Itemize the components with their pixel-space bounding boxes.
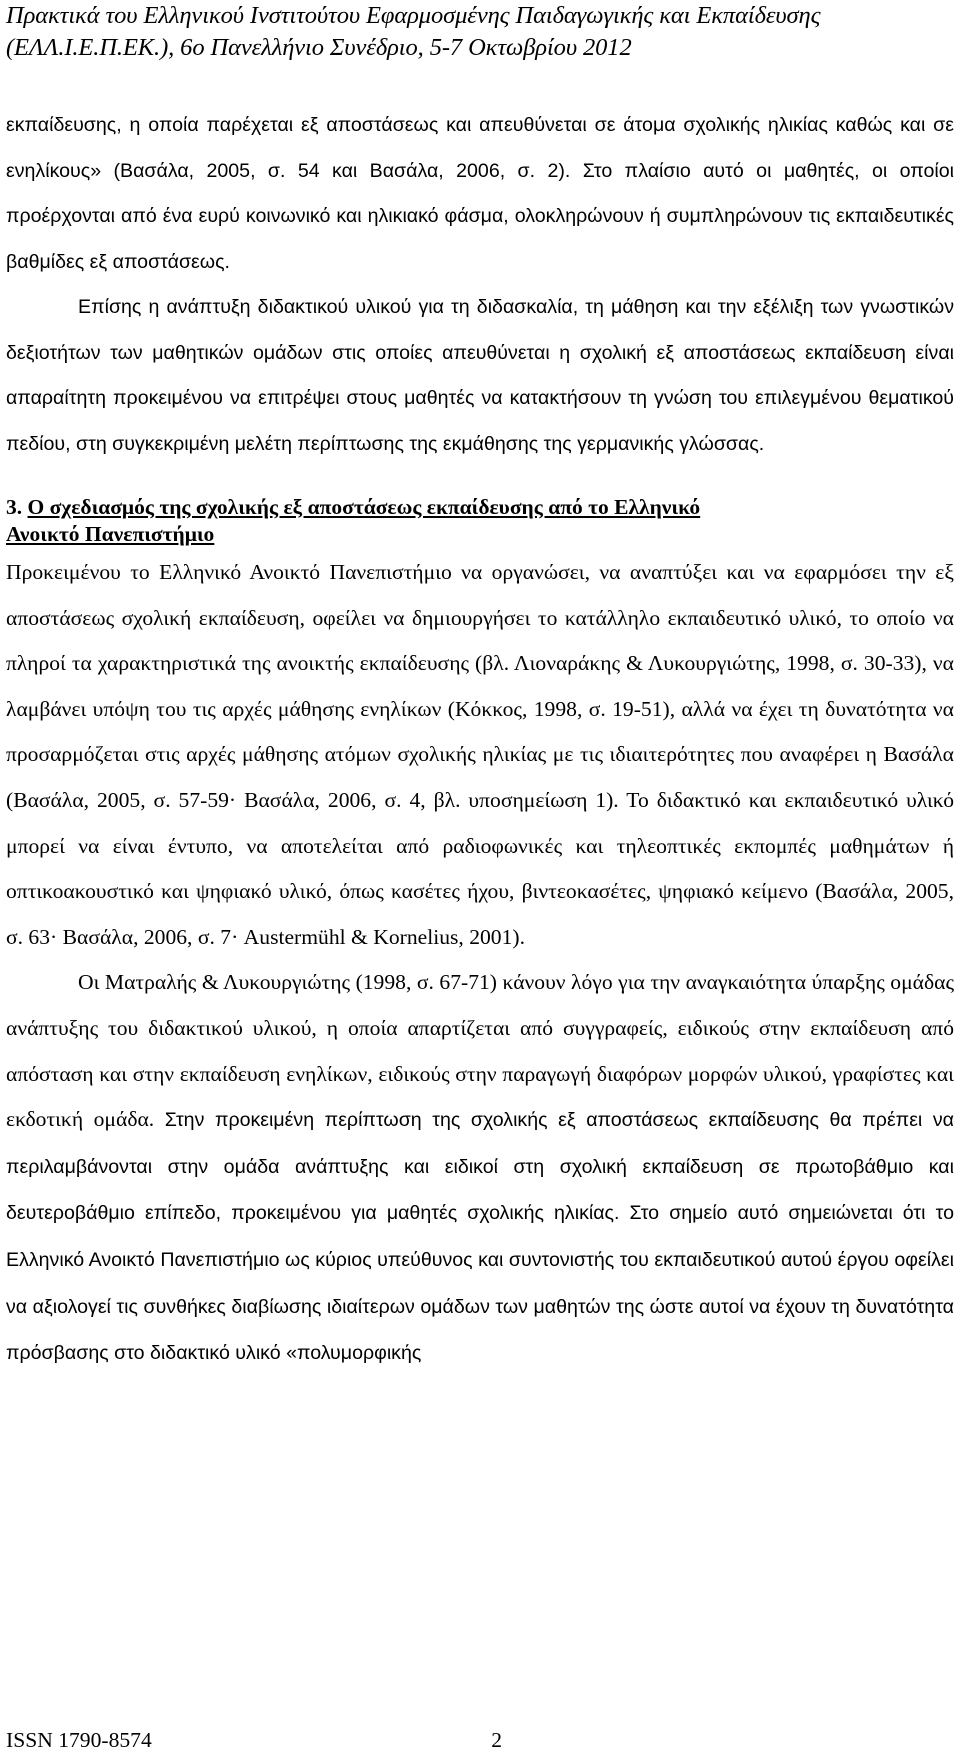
- section-heading: [6, 494, 954, 548]
- paragraph-4: [6, 960, 954, 1376]
- issn-label: ISSN 1790-8574: [6, 1728, 152, 1752]
- running-header: [6, 0, 954, 64]
- paragraph-1: εκπαίδευσης, η οποία παρέχεται εξ αποστάσεως και απευθύνεται σε άτομα σχολικής ηλικίας καθώς και σε ενηλίκους» (Βασάλα, 2005, σ. 54 και Βασάλα, 2006, σ. 2). Στο πλαίσιο αυτό οι μαθητές, οι οποίοι προέρχονται από ένα ευρύ κοινωνικό και ηλικιακό φάσμα, ολοκληρώνουν ή συμπληρώνουν τις εκπαιδευτικές βαθμίδες εξ αποστάσεως.: [6, 114, 954, 273]
- section-title-line-2: Ανοικτό Πανεπιστήμιο: [6, 522, 215, 546]
- paragraph-2: Επίσης η ανάπτυξη διδακτικού υλικού για τη διδασκαλία, τη μάθηση και την εξέλιξη των γνωστικών δεξιοτήτων των μαθητικών ομάδων στις οποίες απευθύνεται η σχολική εξ αποστάσεως εκπαίδευση είναι απαραίτητη προκειμένου να επιτρέψει στους μαθητές να κατακτήσουν τη γνώση του επιλεγμένου θεματικού πεδίου, στη συγκεκριμένη μελέτη περίπτωσης της εκμάθησης της γερμανικής γλώσσας.: [6, 296, 954, 455]
- section-title-line-1: Ο σχεδιασμός της σχολικής εξ αποστάσεως εκπαίδευσης από το Ελληνικό: [27, 495, 701, 519]
- paragraph-3: Προκειμένου το Ελληνικό Ανοικτό Πανεπιστήμιο να οργανώσει, να αναπτύξει και να εφαρμόσει την εξ αποστάσεως σχολική εκπαίδευση, οφείλει να δημιουργήσει το κατάλληλο εκπαιδευτικό υλικό, το οποίο να πληροί τα χαρακτηριστικά της ανοικτής εκπαίδευσης (βλ. Λιοναράκης & Λυκουργιώτης, 1998, σ. 30-33), να λαμβάνει υπόψη του τις αρχές μάθησης ενηλίκων (Κόκκος, 1998, σ. 19-51), αλλά να έχει τη δυνατότητα να προσαρμόζεται στις αρχές μάθησης ατόμων σχολικής ηλικίας με τις ιδιαιτερότητες που αναφέρει η Βασάλα (Βασάλα, 2005, σ. 57-59· Βασάλα, 2006, σ. 4, βλ. υποσημείωση 1). Το διδακτικό και εκπαιδευτικό υλικό μπορεί να είναι έντυπο, να αποτελείται από ραδιοφωνικές και τηλεοπτικές εκπομπές μαθημάτων ή οπτικοακουστικό και ψηφιακό υλικό, όπως κασέτες ήχου, βιντεοκασέτες, ψηφιακό κείμενο (Βασάλα, 2005, σ. 63· Βασάλα, 2006, σ. 7· Austermühl & Kornelius, 2001).: [6, 560, 954, 949]
- paragraph-4-serif-run: Οι Ματραλής & Λυκουργιώτης (1998, σ. 67-71) κάνουν λόγο για την αναγκαιότητα ύπαρξης ομάδας ανάπτυξης του διδακτικού υλικού, η οποία απαρτίζεται από συγγραφείς, ειδικούς στην εκπαίδευση από απόσταση και στην εκπαίδευση ενηλίκων, ειδικούς στην παραγωγή διαφόρων μορφών υλικού, γραφίστες και εκδοτική ομάδα.: [6, 970, 954, 1132]
- page-footer: [6, 1726, 502, 1754]
- page-number: 2: [491, 1728, 502, 1752]
- header-line-1: Πρακτικά του Ελληνικού Ινστιτούτου Εφαρμοσμένης Παιδαγωγικής και Εκπαίδευσης: [6, 2, 821, 29]
- body-text: [6, 103, 954, 1377]
- section-number: 3.: [6, 495, 23, 519]
- header-line-2: (ΕΛΛ.Ι.Ε.Π.ΕΚ.), 6ο Πανελλήνιο Συνέδριο, 5-7 Οκτωβρίου 2012: [6, 34, 632, 61]
- paragraph-4-sans-run: Στην προκειμένη περίπτωση της σχολικής εξ αποστάσεως εκπαίδευσης θα πρέπει να περιλαμβάνονται στην ομάδα ανάπτυξης και ειδικοί στη σχολική εκπαίδευση σε πρωτοβάθμιο και δευτεροβάθμιο επίπεδο, προκειμένου για μαθητές σχολικής ηλικίας. Στο σημείο αυτό σημειώνεται ότι το Ελληνικό Ανοικτό Πανεπιστήμιο ως κύριος υπεύθυνος και συντονιστής του εκπαιδευτικού αυτού έργου οφείλει να αξιολογεί τις συνθήκες διαβίωσης ιδιαίτερων ομάδων των μαθητών της ώστε αυτοί να έχουν τη δυνατότητα πρόσβασης στο διδακτικό υλικό «πολυμορφικής: [6, 1109, 954, 1365]
